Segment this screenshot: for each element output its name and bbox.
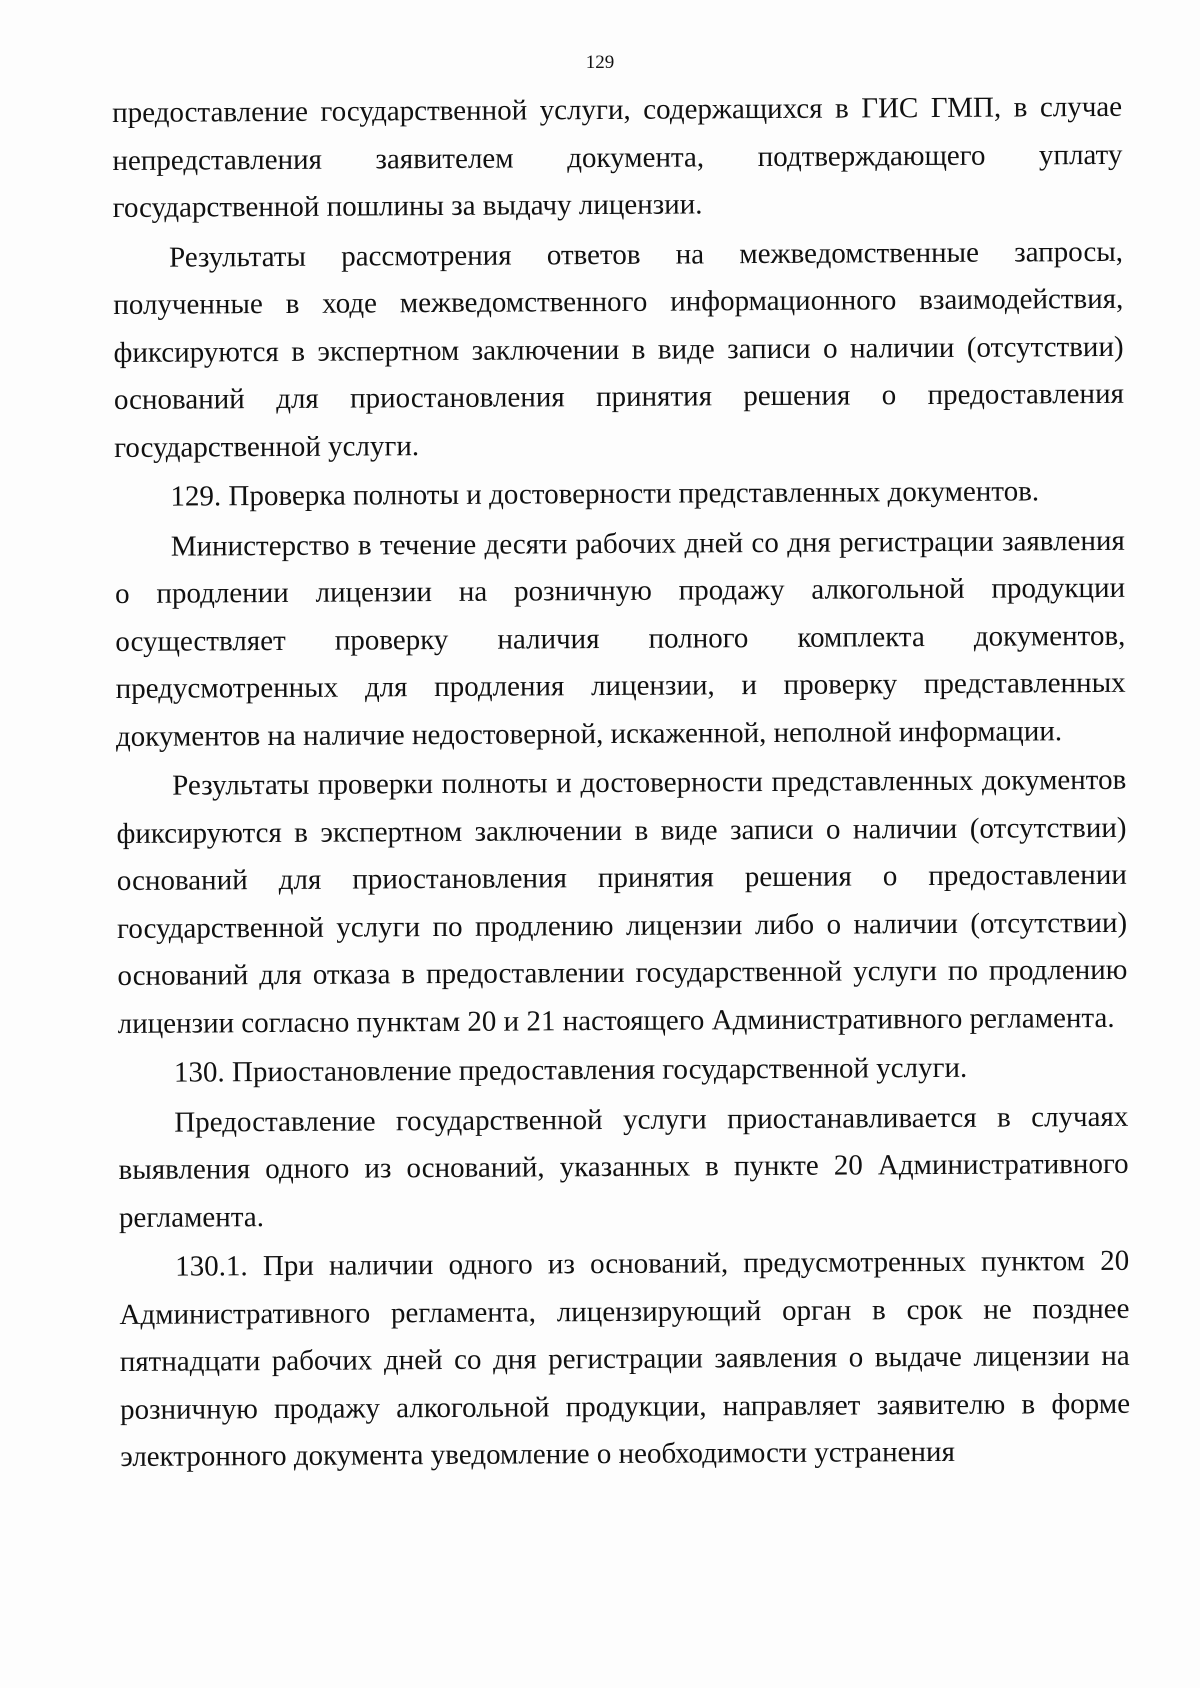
page-number: 129	[585, 52, 615, 73]
paragraph-suspension: Предоставление государственной услуги приостанавливается в случаях выявления одного из оснований, указанных в пункте 20 Административного регламента.	[118, 1100, 1129, 1234]
paragraph-continuation: предоставление государственной услуги, содержащихся в ГИС ГМП, в случае непредставления заявителем документа, подтверждающего уплату государственной пошлины за выдачу лицензии.	[112, 90, 1123, 224]
document-body	[112, 84, 1130, 1484]
section-heading-130: 130. Приостановление предоставления государственной услуги.	[173, 1051, 968, 1089]
section-heading-129: 129. Проверка полноты и достоверности представленных документов.	[170, 475, 1040, 513]
paragraph-interagency-results: Результаты рассмотрения ответов на межведомственные запросы, полученные в ходе межведомственного информационного взаимодействия, фиксируются в экспертном заключении в виде записи о наличии (отсутствии) оснований для приостановления принятия решения о предоставления государственной услуги.	[113, 235, 1124, 464]
paragraph-ministry-check: Министерство в течение десяти рабочих дней со дня регистрации заявления о продлении лицензии на розничную продажу алкогольной продукции осуществляет проверку наличия полного комплекта документов, предусмотренных для продления лицензии, и проверку представленных документов на наличие недостоверной, искаженной, неполной информации.	[114, 524, 1126, 753]
paragraph-130-1: 130.1. При наличии одного из оснований, предусмотренных пунктом 20 Административного регламента, лицензирующий орган в срок не позднее пятнадцати рабочих дней со дня регистрации заявления о выдаче лицензии на розничную продажу алкогольной продукции, направляет заявителю в форме электронного документа уведомление о необходимости устранения	[119, 1244, 1131, 1473]
paragraph-check-results: Результаты проверки полноты и достоверности представленных документов фиксируются в экспертном заключении в виде записи о наличии (отсутствии) оснований для приостановления принятия решения о предоставлении государственной услуги по продлению лицензии либо о наличии (отсутствии) оснований для отказа в предоставлении государственной услуги по продлению лицензии согласно пунктам 20 и 21 настоящего Административного регламента.	[116, 763, 1128, 1040]
